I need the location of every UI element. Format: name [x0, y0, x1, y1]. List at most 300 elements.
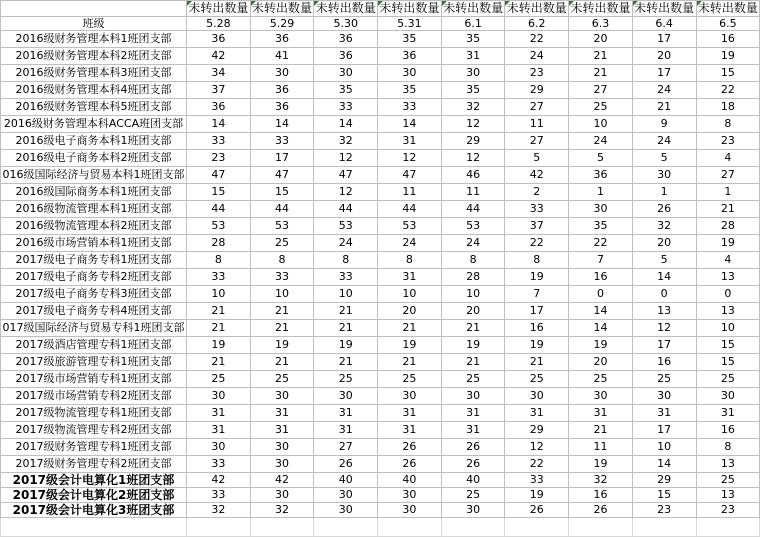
date-header-cell[interactable]: 5.31 [378, 17, 442, 31]
value-cell[interactable]: 15 [187, 184, 251, 201]
date-header-cell[interactable]: 5.30 [314, 17, 378, 31]
value-cell[interactable]: 2 [505, 184, 569, 201]
class-name-cell[interactable]: 2017级会计电算化1班团支部 [1, 473, 187, 488]
value-cell[interactable]: 16 [696, 31, 760, 48]
value-cell[interactable]: 30 [378, 503, 442, 518]
value-cell[interactable]: 53 [187, 218, 251, 235]
value-cell[interactable]: 21 [378, 354, 442, 371]
value-cell[interactable]: 21 [187, 320, 251, 337]
value-cell[interactable]: 25 [696, 371, 760, 388]
value-cell[interactable]: 15 [696, 65, 760, 82]
value-cell[interactable]: 14 [314, 116, 378, 133]
value-cell[interactable]: 27 [505, 99, 569, 116]
value-cell[interactable]: 31 [441, 405, 505, 422]
value-cell[interactable]: 35 [441, 31, 505, 48]
value-cell[interactable]: 21 [569, 422, 633, 439]
value-cell[interactable]: 23 [632, 503, 696, 518]
value-cell[interactable]: 40 [314, 473, 378, 488]
class-name-cell[interactable]: 2017级物流管理专科1班团支部 [1, 405, 187, 422]
date-header-cell[interactable]: 5.28 [187, 17, 251, 31]
value-cell[interactable]: 13 [696, 269, 760, 286]
class-name-cell[interactable]: 2016级财务管理本科3班团支部 [1, 65, 187, 82]
value-cell[interactable]: 44 [250, 201, 314, 218]
value-cell[interactable]: 26 [314, 456, 378, 473]
header-cell[interactable]: 未转出数量 [379, 1, 440, 15]
value-cell[interactable]: 29 [505, 422, 569, 439]
header-cell[interactable]: 未转出数量 [443, 1, 504, 15]
value-cell[interactable]: 37 [187, 82, 251, 99]
value-cell[interactable]: 16 [569, 269, 633, 286]
value-cell[interactable]: 35 [378, 31, 442, 48]
value-cell[interactable]: 30 [441, 503, 505, 518]
value-cell[interactable]: 1 [632, 184, 696, 201]
value-cell[interactable]: 5 [505, 150, 569, 167]
value-cell[interactable]: 30 [250, 388, 314, 405]
value-cell[interactable]: 19 [505, 488, 569, 503]
value-cell[interactable]: 30 [314, 65, 378, 82]
value-cell[interactable]: 44 [441, 201, 505, 218]
empty-cell[interactable] [441, 518, 505, 537]
value-cell[interactable]: 10 [314, 286, 378, 303]
value-cell[interactable]: 14 [250, 116, 314, 133]
value-cell[interactable]: 14 [378, 116, 442, 133]
value-cell[interactable]: 31 [314, 422, 378, 439]
value-cell[interactable]: 4 [696, 252, 760, 269]
empty-cell[interactable] [696, 518, 760, 537]
value-cell[interactable]: 31 [569, 405, 633, 422]
value-cell[interactable]: 31 [632, 405, 696, 422]
value-cell[interactable]: 28 [187, 235, 251, 252]
value-cell[interactable]: 35 [569, 218, 633, 235]
value-cell[interactable]: 12 [441, 150, 505, 167]
value-cell[interactable]: 34 [187, 65, 251, 82]
value-cell[interactable]: 46 [441, 167, 505, 184]
value-cell[interactable]: 13 [696, 456, 760, 473]
value-cell[interactable]: 19 [696, 235, 760, 252]
value-cell[interactable]: 40 [378, 473, 442, 488]
value-cell[interactable]: 31 [505, 405, 569, 422]
class-name-cell[interactable]: 2017级物流管理专科2班团支部 [1, 422, 187, 439]
value-cell[interactable]: 23 [187, 150, 251, 167]
date-header-cell[interactable]: 6.2 [505, 17, 569, 31]
value-cell[interactable]: 25 [569, 99, 633, 116]
value-cell[interactable]: 31 [378, 269, 442, 286]
value-cell[interactable]: 25 [378, 371, 442, 388]
value-cell[interactable]: 21 [314, 303, 378, 320]
value-cell[interactable]: 17 [250, 150, 314, 167]
value-cell[interactable]: 0 [632, 286, 696, 303]
class-column-header[interactable]: 班级 [1, 17, 187, 31]
value-cell[interactable]: 11 [505, 116, 569, 133]
class-name-cell[interactable]: 2016级电子商务本科2班团支部 [1, 150, 187, 167]
value-cell[interactable]: 12 [505, 439, 569, 456]
value-cell[interactable]: 32 [569, 473, 633, 488]
value-cell[interactable]: 24 [378, 235, 442, 252]
value-cell[interactable]: 8 [441, 252, 505, 269]
value-cell[interactable]: 10 [569, 116, 633, 133]
value-cell[interactable]: 8 [378, 252, 442, 269]
value-cell[interactable]: 24 [632, 82, 696, 99]
value-cell[interactable]: 8 [250, 252, 314, 269]
value-cell[interactable]: 14 [187, 116, 251, 133]
value-cell[interactable]: 53 [441, 218, 505, 235]
value-cell[interactable]: 9 [632, 116, 696, 133]
value-cell[interactable]: 10 [250, 286, 314, 303]
value-cell[interactable]: 12 [632, 320, 696, 337]
value-cell[interactable]: 30 [696, 388, 760, 405]
value-cell[interactable]: 17 [632, 337, 696, 354]
value-cell[interactable]: 1 [696, 184, 760, 201]
class-name-cell[interactable]: 2017级市场营销专科1班团支部 [1, 371, 187, 388]
value-cell[interactable]: 16 [505, 320, 569, 337]
value-cell[interactable]: 33 [505, 473, 569, 488]
value-cell[interactable]: 33 [314, 99, 378, 116]
value-cell[interactable]: 19 [569, 456, 633, 473]
value-cell[interactable]: 30 [505, 388, 569, 405]
value-cell[interactable]: 30 [378, 388, 442, 405]
value-cell[interactable]: 25 [187, 371, 251, 388]
value-cell[interactable]: 33 [378, 99, 442, 116]
value-cell[interactable]: 10 [441, 286, 505, 303]
value-cell[interactable]: 16 [632, 354, 696, 371]
class-name-cell[interactable]: 2016级物流管理本科2班团支部 [1, 218, 187, 235]
value-cell[interactable]: 24 [569, 133, 633, 150]
value-cell[interactable]: 42 [187, 473, 251, 488]
value-cell[interactable]: 5 [632, 150, 696, 167]
value-cell[interactable]: 12 [314, 150, 378, 167]
value-cell[interactable]: 7 [505, 286, 569, 303]
value-cell[interactable]: 12 [314, 184, 378, 201]
value-cell[interactable]: 25 [632, 371, 696, 388]
date-header-cell[interactable]: 6.4 [632, 17, 696, 31]
value-cell[interactable]: 26 [505, 503, 569, 518]
date-header-cell[interactable]: 5.29 [250, 17, 314, 31]
value-cell[interactable]: 21 [441, 320, 505, 337]
date-header-cell[interactable]: 6.3 [569, 17, 633, 31]
date-header-cell[interactable]: 6.1 [441, 17, 505, 31]
value-cell[interactable]: 18 [696, 99, 760, 116]
value-cell[interactable]: 28 [441, 269, 505, 286]
value-cell[interactable]: 36 [378, 48, 442, 65]
value-cell[interactable]: 30 [314, 388, 378, 405]
class-name-cell[interactable]: 017级国际经济与贸易专科1班团支部 [1, 320, 187, 337]
value-cell[interactable]: 8 [696, 116, 760, 133]
header-cell[interactable]: 未转出数量 [634, 1, 695, 15]
value-cell[interactable]: 31 [696, 405, 760, 422]
value-cell[interactable]: 17 [505, 303, 569, 320]
value-cell[interactable]: 12 [378, 150, 442, 167]
value-cell[interactable]: 21 [378, 320, 442, 337]
header-cell[interactable]: 未转出数量 [315, 1, 376, 15]
value-cell[interactable]: 53 [314, 218, 378, 235]
value-cell[interactable]: 25 [250, 371, 314, 388]
class-name-cell[interactable]: 2016级市场营销本科1班团支部 [1, 235, 187, 252]
value-cell[interactable]: 4 [696, 150, 760, 167]
value-cell[interactable]: 30 [632, 167, 696, 184]
value-cell[interactable]: 10 [696, 320, 760, 337]
value-cell[interactable]: 42 [187, 48, 251, 65]
class-name-cell[interactable]: 2017级旅游管理专科1班团支部 [1, 354, 187, 371]
value-cell[interactable]: 26 [632, 201, 696, 218]
value-cell[interactable]: 21 [441, 354, 505, 371]
value-cell[interactable]: 30 [314, 503, 378, 518]
value-cell[interactable]: 30 [441, 65, 505, 82]
value-cell[interactable]: 29 [505, 82, 569, 99]
value-cell[interactable]: 36 [187, 99, 251, 116]
value-cell[interactable]: 42 [505, 167, 569, 184]
value-cell[interactable]: 30 [314, 488, 378, 503]
value-cell[interactable]: 24 [505, 48, 569, 65]
value-cell[interactable]: 32 [314, 133, 378, 150]
value-cell[interactable]: 19 [378, 337, 442, 354]
value-cell[interactable]: 19 [569, 337, 633, 354]
value-cell[interactable]: 20 [632, 48, 696, 65]
value-cell[interactable]: 19 [505, 269, 569, 286]
empty-header-cell[interactable] [1, 1, 187, 17]
class-name-cell[interactable]: 2016级财务管理本科5班团支部 [1, 99, 187, 116]
value-cell[interactable]: 24 [314, 235, 378, 252]
value-cell[interactable]: 21 [505, 354, 569, 371]
value-cell[interactable]: 22 [569, 235, 633, 252]
value-cell[interactable]: 25 [441, 488, 505, 503]
value-cell[interactable]: 10 [187, 286, 251, 303]
value-cell[interactable]: 40 [441, 473, 505, 488]
value-cell[interactable]: 53 [378, 218, 442, 235]
value-cell[interactable]: 11 [378, 184, 442, 201]
value-cell[interactable]: 31 [314, 405, 378, 422]
class-name-cell[interactable]: 2017级电子商务专科2班团支部 [1, 269, 187, 286]
value-cell[interactable]: 31 [187, 405, 251, 422]
value-cell[interactable]: 44 [187, 201, 251, 218]
class-name-cell[interactable]: 2016级电子商务本科1班团支部 [1, 133, 187, 150]
value-cell[interactable]: 31 [378, 405, 442, 422]
value-cell[interactable]: 22 [505, 456, 569, 473]
value-cell[interactable]: 29 [632, 473, 696, 488]
value-cell[interactable]: 29 [441, 133, 505, 150]
header-cell[interactable]: 未转出数量 [252, 1, 313, 15]
value-cell[interactable]: 30 [250, 456, 314, 473]
value-cell[interactable]: 33 [187, 488, 251, 503]
value-cell[interactable]: 35 [314, 82, 378, 99]
value-cell[interactable]: 17 [632, 31, 696, 48]
value-cell[interactable]: 30 [569, 388, 633, 405]
value-cell[interactable]: 10 [632, 439, 696, 456]
class-name-cell[interactable]: 2017级电子商务专科4班团支部 [1, 303, 187, 320]
value-cell[interactable]: 20 [569, 354, 633, 371]
value-cell[interactable]: 36 [314, 31, 378, 48]
value-cell[interactable]: 19 [187, 337, 251, 354]
value-cell[interactable]: 19 [314, 337, 378, 354]
value-cell[interactable]: 30 [378, 65, 442, 82]
value-cell[interactable]: 36 [569, 167, 633, 184]
value-cell[interactable]: 1 [569, 184, 633, 201]
value-cell[interactable]: 15 [250, 184, 314, 201]
header-cell[interactable]: 未转出数量 [697, 1, 758, 15]
empty-cell[interactable] [378, 518, 442, 537]
empty-cell[interactable] [187, 518, 251, 537]
value-cell[interactable]: 21 [250, 303, 314, 320]
value-cell[interactable]: 20 [378, 303, 442, 320]
value-cell[interactable]: 37 [505, 218, 569, 235]
value-cell[interactable]: 33 [250, 269, 314, 286]
class-name-cell[interactable]: 2017级电子商务专科1班团支部 [1, 252, 187, 269]
value-cell[interactable]: 0 [696, 286, 760, 303]
value-cell[interactable]: 21 [696, 201, 760, 218]
value-cell[interactable]: 14 [632, 269, 696, 286]
value-cell[interactable]: 33 [187, 456, 251, 473]
value-cell[interactable]: 33 [250, 133, 314, 150]
class-name-cell[interactable]: 2016级物流管理本科1班团支部 [1, 201, 187, 218]
date-header-cell[interactable]: 6.5 [696, 17, 760, 31]
value-cell[interactable]: 30 [569, 201, 633, 218]
value-cell[interactable]: 20 [441, 303, 505, 320]
value-cell[interactable]: 17 [632, 65, 696, 82]
value-cell[interactable]: 19 [250, 337, 314, 354]
value-cell[interactable]: 30 [441, 388, 505, 405]
value-cell[interactable]: 31 [378, 422, 442, 439]
value-cell[interactable]: 19 [505, 337, 569, 354]
value-cell[interactable]: 35 [378, 82, 442, 99]
value-cell[interactable]: 21 [250, 354, 314, 371]
header-cell[interactable]: 未转出数量 [570, 1, 631, 15]
class-name-cell[interactable]: 2016级财务管理本科4班团支部 [1, 82, 187, 99]
value-cell[interactable]: 32 [250, 503, 314, 518]
value-cell[interactable]: 27 [505, 133, 569, 150]
class-name-cell[interactable]: 2017级酒店管理专科1班团支部 [1, 337, 187, 354]
value-cell[interactable]: 41 [250, 48, 314, 65]
value-cell[interactable]: 36 [314, 48, 378, 65]
class-name-cell[interactable]: 2017级财务管理专科1班团支部 [1, 439, 187, 456]
value-cell[interactable]: 31 [250, 422, 314, 439]
value-cell[interactable]: 23 [696, 133, 760, 150]
value-cell[interactable]: 15 [696, 337, 760, 354]
empty-cell[interactable] [569, 518, 633, 537]
value-cell[interactable]: 30 [632, 388, 696, 405]
value-cell[interactable]: 36 [250, 82, 314, 99]
value-cell[interactable]: 21 [569, 65, 633, 82]
empty-cell[interactable] [505, 518, 569, 537]
class-name-cell[interactable]: 2016级财务管理本科ACCA班团支部 [1, 116, 187, 133]
value-cell[interactable]: 5 [632, 252, 696, 269]
value-cell[interactable]: 35 [441, 82, 505, 99]
value-cell[interactable]: 11 [441, 184, 505, 201]
class-name-cell[interactable]: 2017级会计电算化2班团支部 [1, 488, 187, 503]
value-cell[interactable]: 36 [250, 31, 314, 48]
value-cell[interactable]: 13 [696, 488, 760, 503]
value-cell[interactable]: 30 [187, 439, 251, 456]
empty-cell[interactable] [250, 518, 314, 537]
value-cell[interactable]: 15 [696, 354, 760, 371]
value-cell[interactable]: 31 [378, 133, 442, 150]
value-cell[interactable]: 14 [632, 456, 696, 473]
value-cell[interactable]: 24 [441, 235, 505, 252]
value-cell[interactable]: 21 [187, 354, 251, 371]
value-cell[interactable]: 30 [378, 488, 442, 503]
value-cell[interactable]: 19 [696, 48, 760, 65]
value-cell[interactable]: 10 [378, 286, 442, 303]
empty-cell[interactable] [314, 518, 378, 537]
header-cell[interactable]: 未转出数量 [188, 1, 249, 15]
value-cell[interactable]: 47 [187, 167, 251, 184]
value-cell[interactable]: 32 [187, 503, 251, 518]
value-cell[interactable]: 25 [696, 473, 760, 488]
value-cell[interactable]: 21 [314, 320, 378, 337]
value-cell[interactable]: 14 [569, 320, 633, 337]
value-cell[interactable]: 11 [569, 439, 633, 456]
value-cell[interactable]: 25 [569, 371, 633, 388]
value-cell[interactable]: 7 [569, 252, 633, 269]
value-cell[interactable]: 8 [187, 252, 251, 269]
value-cell[interactable]: 30 [250, 65, 314, 82]
header-cell[interactable]: 未转出数量 [506, 1, 567, 15]
empty-cell[interactable] [1, 518, 187, 537]
value-cell[interactable]: 22 [505, 235, 569, 252]
value-cell[interactable]: 20 [569, 31, 633, 48]
value-cell[interactable]: 13 [632, 303, 696, 320]
value-cell[interactable]: 5 [569, 150, 633, 167]
value-cell[interactable]: 31 [441, 48, 505, 65]
value-cell[interactable]: 28 [696, 218, 760, 235]
empty-cell[interactable] [632, 518, 696, 537]
class-name-cell[interactable]: 2017级会计电算化3班团支部 [1, 503, 187, 518]
value-cell[interactable]: 32 [632, 218, 696, 235]
value-cell[interactable]: 33 [187, 133, 251, 150]
value-cell[interactable]: 19 [441, 337, 505, 354]
value-cell[interactable]: 15 [632, 488, 696, 503]
value-cell[interactable]: 31 [250, 405, 314, 422]
value-cell[interactable]: 21 [187, 303, 251, 320]
value-cell[interactable]: 36 [250, 99, 314, 116]
value-cell[interactable]: 27 [696, 167, 760, 184]
class-name-cell[interactable]: 2016级国际商务本科1班团支部 [1, 184, 187, 201]
value-cell[interactable]: 31 [187, 422, 251, 439]
value-cell[interactable]: 22 [696, 82, 760, 99]
value-cell[interactable]: 53 [250, 218, 314, 235]
class-name-cell[interactable]: 2017级市场营销专科2班团支部 [1, 388, 187, 405]
value-cell[interactable]: 26 [441, 439, 505, 456]
value-cell[interactable]: 44 [314, 201, 378, 218]
value-cell[interactable]: 32 [441, 99, 505, 116]
value-cell[interactable]: 0 [569, 286, 633, 303]
value-cell[interactable]: 47 [250, 167, 314, 184]
value-cell[interactable]: 22 [505, 31, 569, 48]
class-name-cell[interactable]: 2016级财务管理本科1班团支部 [1, 31, 187, 48]
value-cell[interactable]: 27 [314, 439, 378, 456]
value-cell[interactable]: 33 [505, 201, 569, 218]
value-cell[interactable]: 30 [187, 388, 251, 405]
value-cell[interactable]: 21 [632, 99, 696, 116]
value-cell[interactable]: 25 [505, 371, 569, 388]
value-cell[interactable]: 24 [632, 133, 696, 150]
value-cell[interactable]: 21 [314, 354, 378, 371]
value-cell[interactable]: 47 [378, 167, 442, 184]
value-cell[interactable]: 25 [314, 371, 378, 388]
value-cell[interactable]: 23 [696, 503, 760, 518]
class-name-cell[interactable]: 016级国际经济与贸易本科1班团支部 [1, 167, 187, 184]
value-cell[interactable]: 25 [441, 371, 505, 388]
class-name-cell[interactable]: 2017级财务管理专科2班团支部 [1, 456, 187, 473]
value-cell[interactable]: 27 [569, 82, 633, 99]
value-cell[interactable]: 44 [378, 201, 442, 218]
value-cell[interactable]: 8 [696, 439, 760, 456]
value-cell[interactable]: 16 [696, 422, 760, 439]
value-cell[interactable]: 14 [569, 303, 633, 320]
value-cell[interactable]: 26 [378, 456, 442, 473]
value-cell[interactable]: 42 [250, 473, 314, 488]
value-cell[interactable]: 25 [250, 235, 314, 252]
value-cell[interactable]: 17 [632, 422, 696, 439]
value-cell[interactable]: 8 [505, 252, 569, 269]
